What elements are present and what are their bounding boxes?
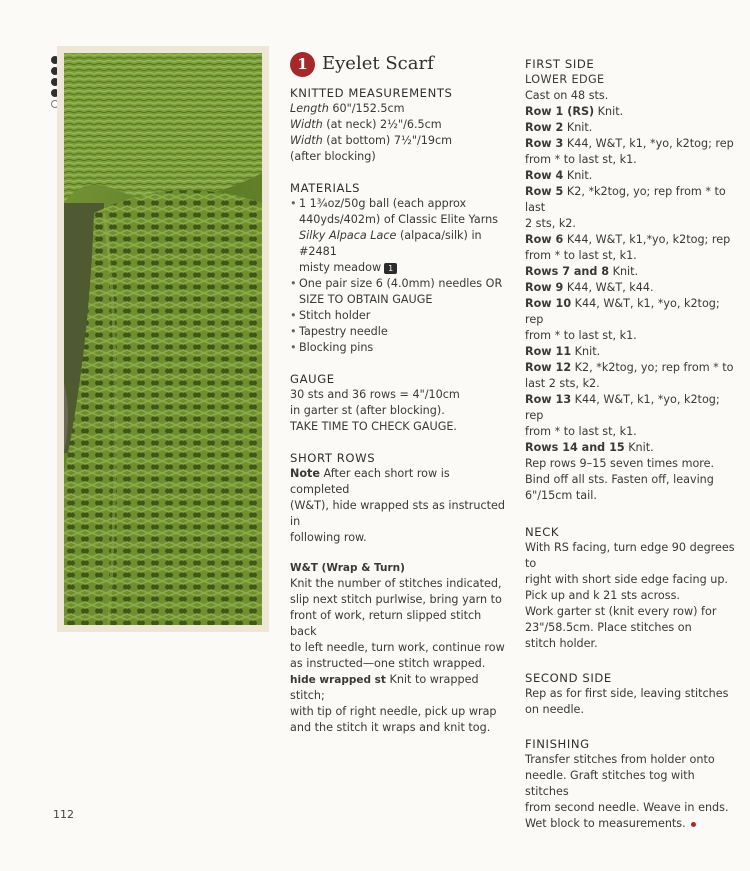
neck-heading: NECK bbox=[525, 525, 560, 539]
row-12: Row 12 K2, *k2tog, yo; rep from * to bbox=[525, 361, 734, 374]
row-11: Row 11 Knit. bbox=[525, 345, 601, 358]
hide-wrapped-line: hide wrapped st Knit to wrapped stitch; bbox=[290, 673, 479, 702]
row-6-cont: from * to last st, k1. bbox=[525, 249, 637, 262]
materials-item-pins: • Blocking pins bbox=[290, 341, 374, 354]
wrap-turn-line: to left needle, turn work, continue row bbox=[290, 641, 505, 654]
measurements-heading: KNITTED MEASUREMENTS bbox=[290, 86, 453, 100]
row-10: Row 10 K44, W&T, k1, *yo, k2tog; rep bbox=[525, 297, 720, 326]
short-rows-note: Note After each short row is completed bbox=[290, 467, 450, 496]
materials-item-tapestry: • Tapestry needle bbox=[290, 325, 388, 338]
pattern-title-row bbox=[290, 47, 510, 81]
hide-wrapped-line: and the stitch it wraps and knit tog. bbox=[290, 721, 491, 734]
hide-wrapped-line: with tip of right needle, pick up wrap bbox=[290, 705, 497, 718]
second-side-line: on needle. bbox=[525, 703, 584, 716]
yarn-weight-icon: 1 bbox=[384, 263, 397, 274]
finishing-heading: FINISHING bbox=[525, 737, 590, 751]
wrap-turn-heading: W&T (Wrap & Turn) bbox=[290, 562, 405, 574]
bullet-icon: • bbox=[290, 277, 297, 290]
short-rows-note-line: following row. bbox=[290, 531, 367, 544]
instructions-column-1 bbox=[290, 47, 510, 736]
rows-14-15: Rows 14 and 15 Knit. bbox=[525, 441, 654, 454]
bullet-icon: • bbox=[290, 309, 297, 322]
repeat-line: Rep rows 9–15 seven times more. bbox=[525, 457, 715, 470]
neck-line: With RS facing, turn edge 90 degrees to bbox=[525, 541, 735, 570]
row-13: Row 13 K44, W&T, k1, *yo, k2tog; rep bbox=[525, 393, 720, 422]
gauge-line: 30 sts and 36 rows = 4"/10cm bbox=[290, 388, 460, 401]
bullet-icon: • bbox=[290, 325, 297, 338]
end-marker-icon bbox=[691, 822, 696, 827]
neck-line: right with short side edge facing up. bbox=[525, 573, 728, 586]
row-2: Row 2 Knit. bbox=[525, 121, 593, 134]
row-9: Row 9 K44, W&T, k44. bbox=[525, 281, 654, 294]
gauge-heading: GAUGE bbox=[290, 372, 335, 386]
finishing-line: from second needle. Weave in ends. bbox=[525, 801, 729, 814]
knitted-scarf-image bbox=[64, 53, 262, 625]
blocking-note: (after blocking) bbox=[290, 150, 376, 163]
instructions-column-2 bbox=[525, 56, 740, 832]
pattern-title: Eyelet Scarf bbox=[322, 53, 434, 74]
row-10-cont: from * to last st, k1. bbox=[525, 329, 637, 342]
project-number-badge: 1 bbox=[290, 52, 315, 77]
row-5: Row 5 K2, *k2tog, yo; rep from * to last bbox=[525, 185, 726, 214]
first-side-heading: FIRST SIDE bbox=[525, 57, 595, 71]
neck-line: stitch holder. bbox=[525, 637, 598, 650]
second-side-line: Rep as for first side, leaving stitches bbox=[525, 687, 729, 700]
row-12-cont: last 2 sts, k2. bbox=[525, 377, 600, 390]
width-neck-line: Width (at neck) 2½"/6.5cm bbox=[290, 118, 442, 131]
neck-line: Work garter st (knit every row) for bbox=[525, 605, 717, 618]
cast-on-line: Cast on 48 sts. bbox=[525, 89, 609, 102]
wrap-turn-line: as instructed—one stitch wrapped. bbox=[290, 657, 486, 670]
materials-item-needles: • One pair size 6 (4.0mm) needles OR SIZE TO OBTAIN GAUGE bbox=[290, 277, 503, 306]
bind-off-line: Bind off all sts. Fasten off, leaving bbox=[525, 473, 714, 486]
materials-item-holder: • Stitch holder bbox=[290, 309, 371, 322]
bind-off-line: 6"/15cm tail. bbox=[525, 489, 597, 502]
short-rows-heading: SHORT ROWS bbox=[290, 451, 376, 465]
materials-item-yarn: • 1 1¾oz/50g ball (each approx 440yds/402m) of Classic Elite Yarns Silky Alpaca Lace (alpaca/silk) in #2481 misty meadow 1 bbox=[290, 197, 499, 274]
row-1: Row 1 (RS) Knit. bbox=[525, 105, 624, 118]
bullet-icon: • bbox=[290, 341, 297, 354]
neck-line: Pick up and k 21 sts across. bbox=[525, 589, 680, 602]
finishing-line: Wet block to measurements. bbox=[525, 816, 740, 832]
neck-line: 23"/58.5cm. Place stitches on bbox=[525, 621, 692, 634]
wrap-turn-line: Knit the number of stitches indicated, bbox=[290, 577, 502, 590]
gauge-line: TAKE TIME TO CHECK GAUGE. bbox=[290, 420, 457, 433]
row-6: Row 6 K44, W&T, k1,*yo, k2tog; rep bbox=[525, 233, 731, 246]
row-4: Row 4 Knit. bbox=[525, 169, 593, 182]
rows-7-8: Rows 7 and 8 Knit. bbox=[525, 265, 639, 278]
length-line: Length 60"/152.5cm bbox=[290, 102, 405, 115]
finishing-line: needle. Graft stitches tog with stitches bbox=[525, 769, 695, 798]
row-3-cont: from * to last st, k1. bbox=[525, 153, 637, 166]
row-3: Row 3 K44, W&T, k1, *yo, k2tog; rep bbox=[525, 137, 734, 150]
materials-heading: MATERIALS bbox=[290, 181, 361, 195]
gauge-line: in garter st (after blocking). bbox=[290, 404, 445, 417]
page-number: 112 bbox=[53, 808, 74, 821]
scarf-photo bbox=[57, 46, 269, 632]
bullet-icon: • bbox=[290, 197, 297, 210]
wrap-turn-line: slip next stitch purlwise, bring yarn to bbox=[290, 593, 502, 606]
row-5-cont: 2 sts, k2. bbox=[525, 217, 576, 230]
row-13-cont: from * to last st, k1. bbox=[525, 425, 637, 438]
finishing-line: Transfer stitches from holder onto bbox=[525, 753, 715, 766]
short-rows-note-line: (W&T), hide wrapped sts as instructed in bbox=[290, 499, 506, 528]
width-bottom-line: Width (at bottom) 7½"/19cm bbox=[290, 134, 453, 147]
second-side-heading: SECOND SIDE bbox=[525, 671, 612, 685]
wrap-turn-line: front of work, return slipped stitch back bbox=[290, 609, 482, 638]
lower-edge-subheading: LOWER EDGE bbox=[525, 73, 605, 86]
